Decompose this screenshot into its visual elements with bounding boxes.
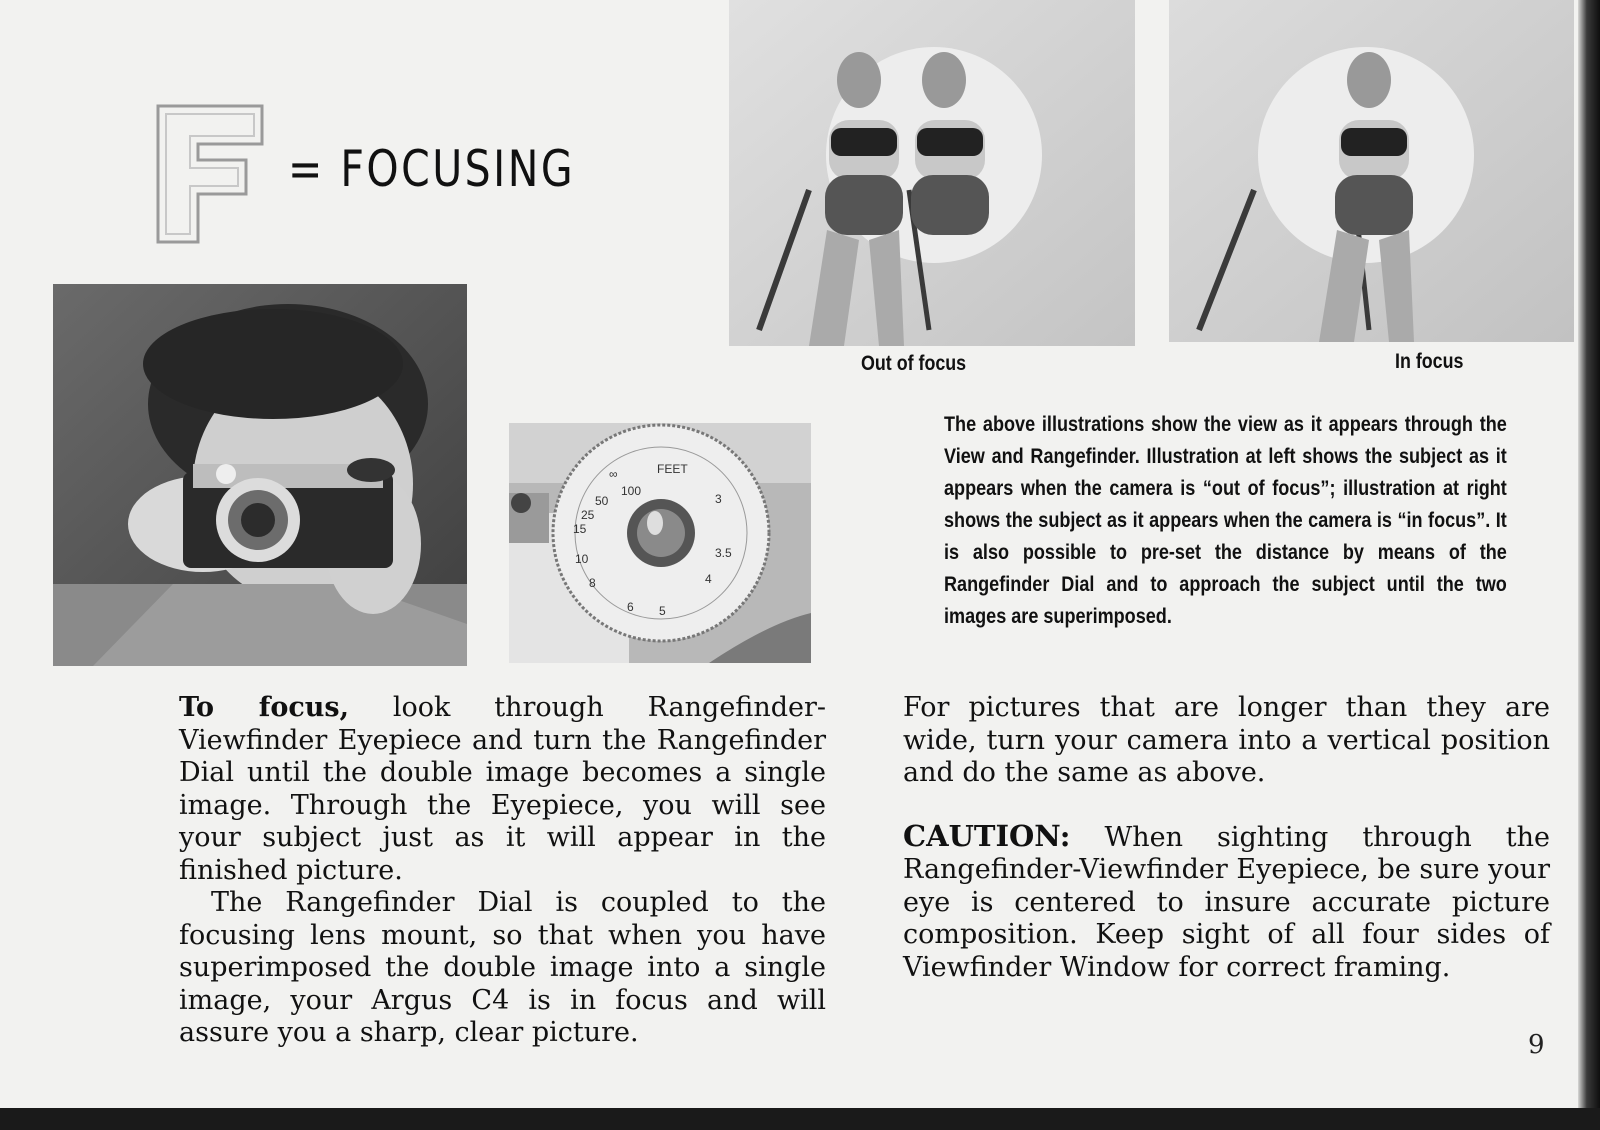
caution-paragraph [903,820,1550,985]
left-paragraph-1-text: look through Rangefinder-Viewfinder Eyepiece and turn the Rangefinder Dial until the double image becomes a single image. Through the Eyepiece, you will see your subject just as it will appear in the finished picture. [179,692,826,886]
caution-text: When sighting through the Rangefinder-Viewfinder Eyepiece, be sure your eye is centered to insure accurate picture composition. Keep sight of all four sides of Viewfinder Window for correct framing. [903,821,1550,983]
dial-label-25: 25 [581,508,595,522]
dial-label-6: 6 [627,600,634,614]
dial-label-5: 5 [659,604,666,618]
right-column [903,692,1550,984]
dial-label-10: 10 [575,552,589,566]
illustration-description-text: The above illustrations show the view as it appears through the View and Rangefinder. Illustration at left shows the subject as it appears when the camera is “out of focus”; illustration at right shows the subject as it appears when the camera is “in focus”. It is also possible to pre-set the distance by means of the Rangefinder Dial and to approach the subject until the two images are superimposed. [944,412,1507,628]
dial-label-50: 50 [595,494,609,508]
left-column [179,692,826,1050]
caption-out-of-focus: Out of focus [861,352,967,375]
caption-in-focus: In focus [1395,350,1464,373]
photo-woman-camera [53,284,467,666]
dial-label-100: 100 [621,484,642,498]
dial-label-4: 4 [705,572,712,586]
page-bottom-edge [0,1108,1600,1130]
illustration-description [944,408,1507,632]
dial-label-feet: FEET [657,462,688,476]
left-paragraph-1 [179,692,826,887]
to-focus-lead: To focus, [179,692,349,723]
dial-label-infinity: ∞ [609,467,618,481]
photo-in-focus [1169,0,1574,342]
photo-rangefinder-dial [509,423,811,663]
dial-label-8: 8 [589,576,596,590]
left-paragraph-2: The Rangefinder Dial is coupled to the focusing lens mount, so that when you have superimposed the double image into a single image, your Argus C4 is in focus and will assure you a sharp, clear picture. [179,887,826,1048]
caution-lead: CAUTION: [903,818,1071,853]
big-letter-f [156,104,266,244]
page-edge-shadow [1578,0,1600,1130]
photo-out-of-focus [729,0,1135,346]
right-paragraph-1: For pictures that are longer than they are wide, turn your camera into a vertical position and do the same as above. [903,692,1550,788]
dial-label-3: 3 [715,492,722,506]
title-text: FOCUSING [340,140,576,198]
page-title [288,140,575,198]
dial-label-15: 15 [573,522,587,536]
page-number: 9 [1528,1030,1545,1060]
equals-sign: = [288,140,325,198]
dial-label-3-5: 3.5 [715,546,732,560]
